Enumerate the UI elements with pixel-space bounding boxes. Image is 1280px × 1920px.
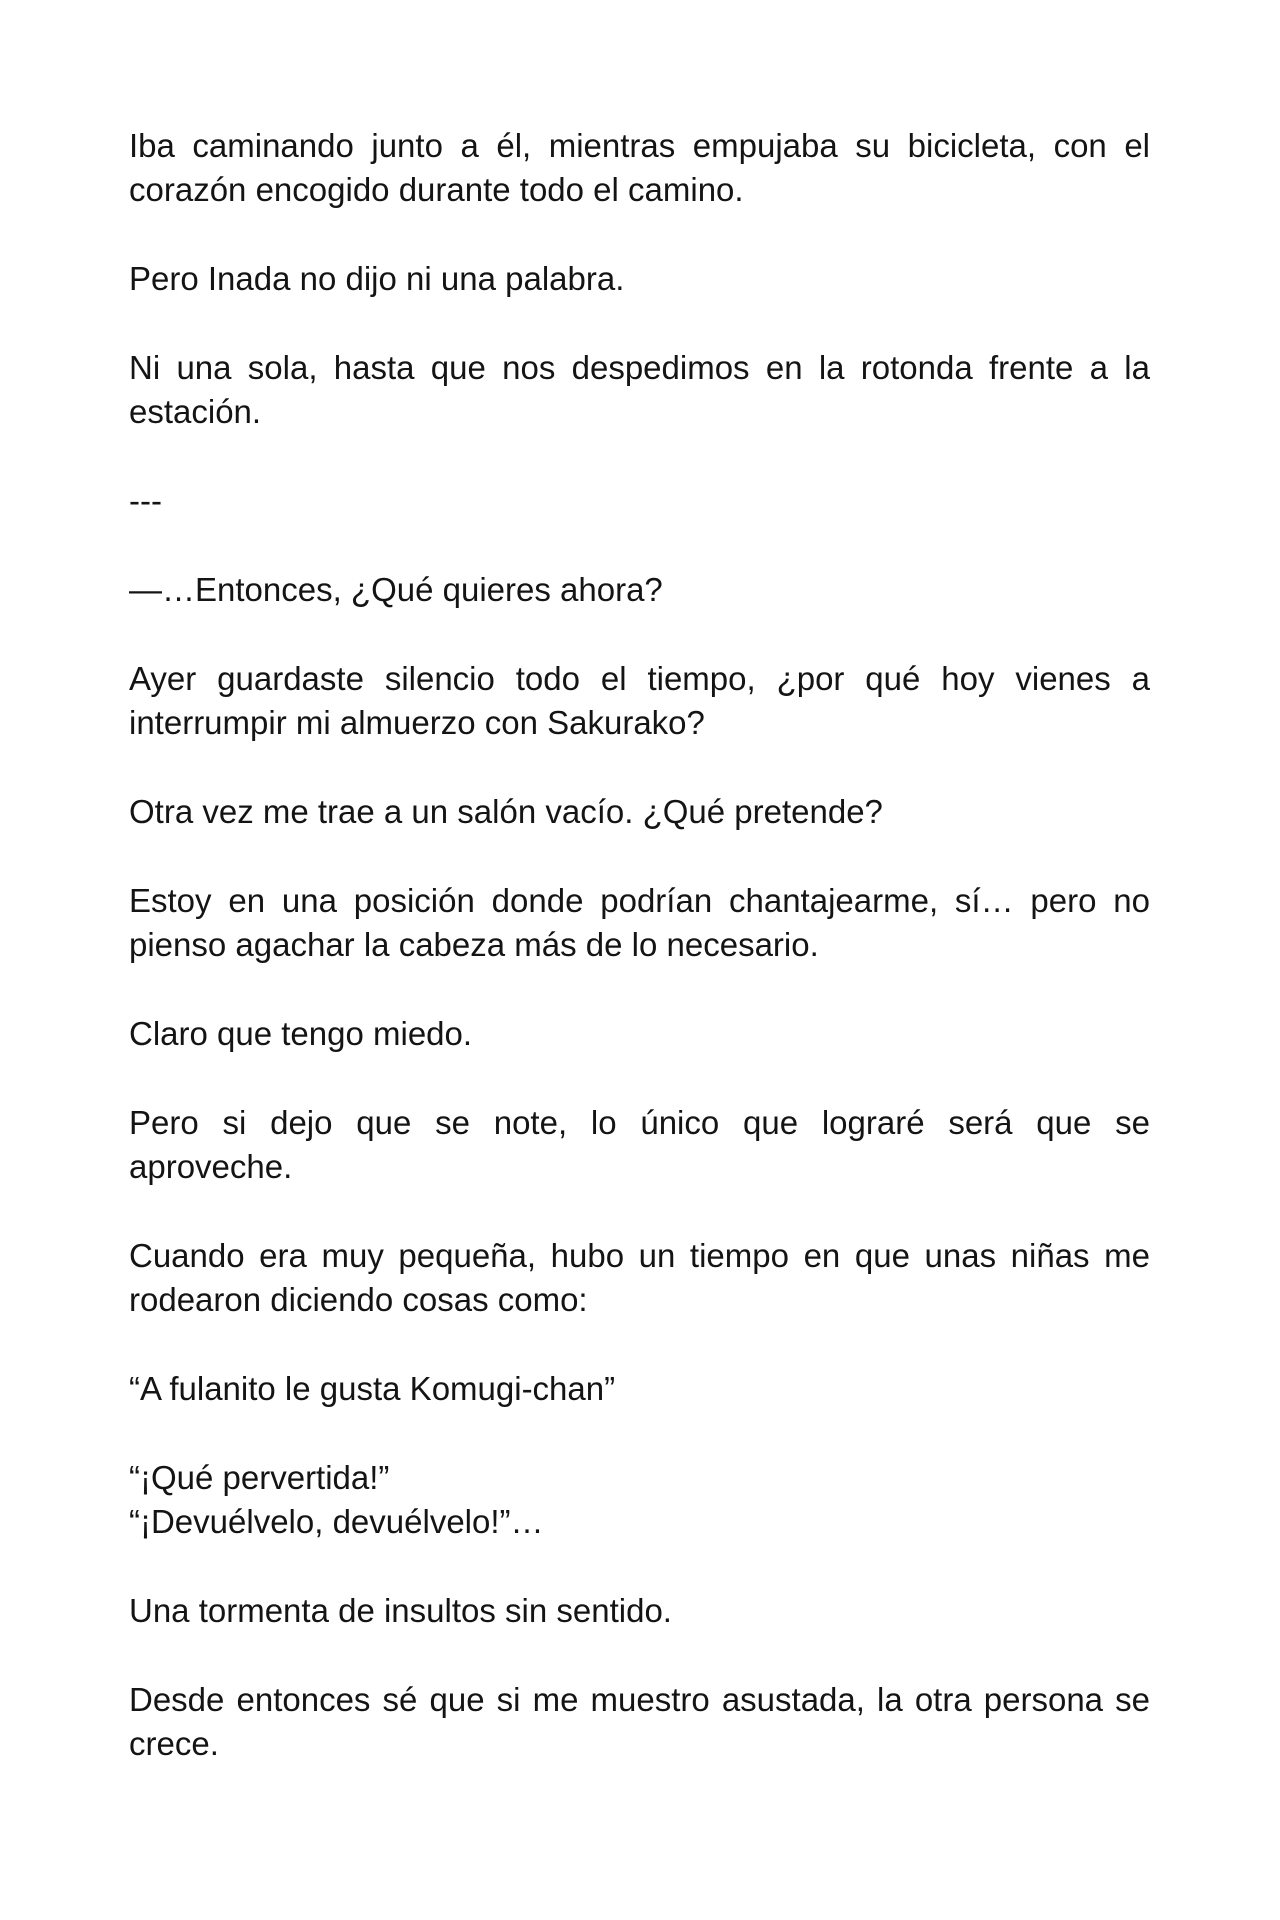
dialogue-paragraph — [129, 568, 1150, 612]
text-line: Otra vez me trae a un salón vacío. ¿Qué pretende? — [129, 792, 883, 830]
paragraph — [129, 1101, 1150, 1190]
paragraph — [129, 124, 1150, 213]
text-line: pienso agachar la cabeza más de lo necesario. — [129, 926, 819, 964]
text-line: aproveche. — [129, 1147, 293, 1185]
quote-paragraph — [129, 1367, 1150, 1411]
text-line: “¡Qué pervertida!” — [129, 1458, 390, 1496]
text-line: Pero si dejo que se note, lo único que lograré será que se — [129, 1103, 1150, 1141]
paragraph — [129, 790, 1150, 834]
text-line: —…Entonces, ¿Qué quieres ahora? — [129, 570, 663, 608]
text-line: rodearon diciendo cosas como: — [129, 1281, 588, 1319]
scene-separator — [129, 479, 1150, 523]
text-line: corazón encogido durante todo el camino. — [129, 171, 744, 209]
text-line: Estoy en una posición donde podrían chantajearme, sí… pero no — [129, 881, 1150, 919]
paragraph — [129, 1589, 1150, 1633]
paragraph — [129, 346, 1150, 435]
text-line: Claro que tengo miedo. — [129, 1014, 473, 1052]
paragraph — [129, 879, 1150, 968]
text-line: Ayer guardaste silencio todo el tiempo, ¿por qué hoy vienes a — [129, 659, 1150, 697]
text-line: “¡Devuélvelo, devuélvelo!”… — [129, 1503, 544, 1541]
text-line: Cuando era muy pequeña, hubo un tiempo en que unas niñas me — [129, 1236, 1150, 1274]
paragraph — [129, 657, 1150, 746]
text-line: “A fulanito le gusta Komugi-chan” — [129, 1369, 616, 1407]
text-line: estación. — [129, 393, 262, 431]
text-line: Desde entonces sé que si me muestro asustada, la otra persona se — [129, 1680, 1150, 1718]
paragraph — [129, 1678, 1150, 1767]
paragraph — [129, 257, 1150, 301]
quote-paragraph — [129, 1456, 1150, 1545]
text-line: interrumpir mi almuerzo con Sakurako? — [129, 704, 705, 742]
document-page — [129, 124, 1150, 1811]
paragraph — [129, 1012, 1150, 1056]
text-line: Ni una sola, hasta que nos despedimos en la rotonda frente a la — [129, 348, 1150, 386]
text-line: Iba caminando junto a él, mientras empujaba su bicicleta, con el — [129, 127, 1150, 164]
paragraph — [129, 1234, 1150, 1323]
text-line: Una tormenta de insultos sin sentido. — [129, 1591, 672, 1629]
separator-text: --- — [129, 482, 162, 520]
text-line: Pero Inada no dijo ni una palabra. — [129, 260, 625, 298]
text-line: crece. — [129, 1725, 219, 1763]
